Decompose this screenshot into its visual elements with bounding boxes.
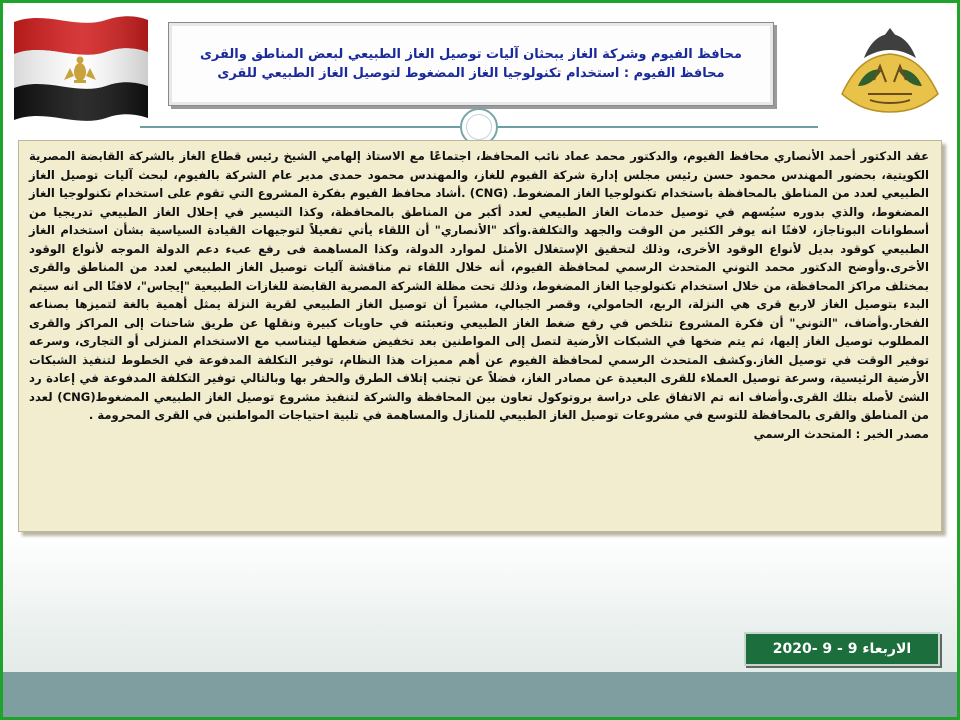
footer-strip: [3, 672, 957, 717]
date-text: الاربعاء 9 - 9 -2020: [772, 641, 912, 657]
date-badge: [744, 632, 940, 666]
fayoum-governorate-emblem-icon: [834, 28, 946, 118]
headline-box: [168, 22, 774, 106]
article-body: عقد الدكتور أحمد الأنصاري محافظ الفيوم، والدكتور محمد عماد نائب المحافظ، اجتماعًا مع الاستاذ إلهامي الشيخ رئيس قطاع الغاز بالشركة القابضة المصرية الكويتية، بحضور المهندس محمود حسن رئيس مجلس إدارة شركة الفيوم للغاز، والمهندس محمود حمدى مدير عام الشركة بالفيوم، لبحث آليات توصيل الغاز الطبيعي لعدد من المناطق بالمحافظة باستخدام تكنولوجيا الغاز المضغوط. (CNG) .أشاد محافظ الفيوم بفكرة المشروع التي تقوم على استخدام تكنولوجيا الغاز المضغوط، والذي بدوره سيُسهم في توصيل خدمات الغاز الطبيعي لعدد أكبر من المناطق بالمحافظة، وكذا التيسير في إحلال الغاز الطبيعي تدريجيا من أسطوانات البوتاجاز، لافتًا انه يوفر الكثير من الوقت والجهد والتكلفة.وأكد "الأنصاري" أن اللقاء يأتي تفعيلاً لتوجيهات القيادة السياسية بشأن استخدام الغاز الطبيعي كوقود بديل لأنواع الوقود الأخرى، وذلك لتحقيق الإستغلال الأمثل لموارد الدولة، وكذا المساهمة فى رفع عبء دعم الدولة الموجه لأنواع الوقود الأخرى.وأوضح الدكتور محمد التوني المتحدث الرسمي لمحافظة الفيوم، أنه خلال اللقاء تم مناقشة آليات توصيل الغاز الطبيعي لعدد من المناطق والقرى بمختلف مراكز المحافظة، من خلال استخدام تكنولوجيا الغاز المضغوط، وذلك تحت مظلة الشركة المصرية القابضة للغازات الطبيعية "إيجاس"، لافتًا الى انه سيتم البدء بتوصيل الغاز لاربع قرى هي النزلة، الربع، الحامولي، وقصر الجبالي، مشيراً أن توصيل الغاز الطبيعي لقرية النزلة يمثل أهمية بالغة لتميزها بصناعه الفخار.وأضاف، "التوني" أن فكرة المشروع تتلخص في رفع ضغط الغاز الطبيعي وتعبئته في حاويات كبيرة ونقلها عن طريق شاحنات إلى المراكز والقرى المطلوب توصيل الغاز إليها، ثم يتم ضخها في الشبكات الأرضية لتصل إلى المواطنين بعد تخفيض ضغطها ليتناسب مع الاستخدام المنزلى أو التجارى، وسرعه توفير الوقت في توصيل الغاز.وكشف المتحدث الرسمي لمحافظة الفيوم عن أهم مميزات هذا النظام، توفير التكلفة المدفوعة في الخطوط لتنفيذ الشبكات الأرضية الرئيسية، وسرعة توصيل العملاء للقرى البعيدة عن مصادر الغاز، فضلاً عن تجنب إتلاف الطرق والحفر بها وبالتالي توفير التكلفة المدفوعة في إعادة رد الشئ لأصله بتلك القرى.وأضاف انه تم الاتفاق على دراسة بروتوكول تعاون بين المحافظة والشركة لتنفيذ مشروع توصيل الغاز الطبيعي المضغوط(CNG) لعدد من المناطق والقرى بالمحافظة للتوسع في مشروعات توصيل الغاز الطبيعي للمنازل والمساهمة في تلبية احتياجات المواطنين في القرى المحرومة .: [29, 149, 929, 422]
article-source: مصدر الخبر : المتحدث الرسمي: [753, 426, 929, 441]
headline-title: محافظ الفيوم وشركة الغاز يبحثان آليات توصيل الغاز الطبيعي لبعض المناطق والقرى: [200, 47, 742, 62]
divider-left: [140, 126, 460, 128]
egypt-flag-icon: [6, 8, 152, 126]
divider-right: [498, 126, 818, 128]
article-box: [18, 140, 942, 532]
headline-subtitle: محافظ الفيوم : استخدام تكنولوجيا الغاز المضغوط لتوصيل الغاز الطبيعي للقرى: [217, 66, 725, 81]
